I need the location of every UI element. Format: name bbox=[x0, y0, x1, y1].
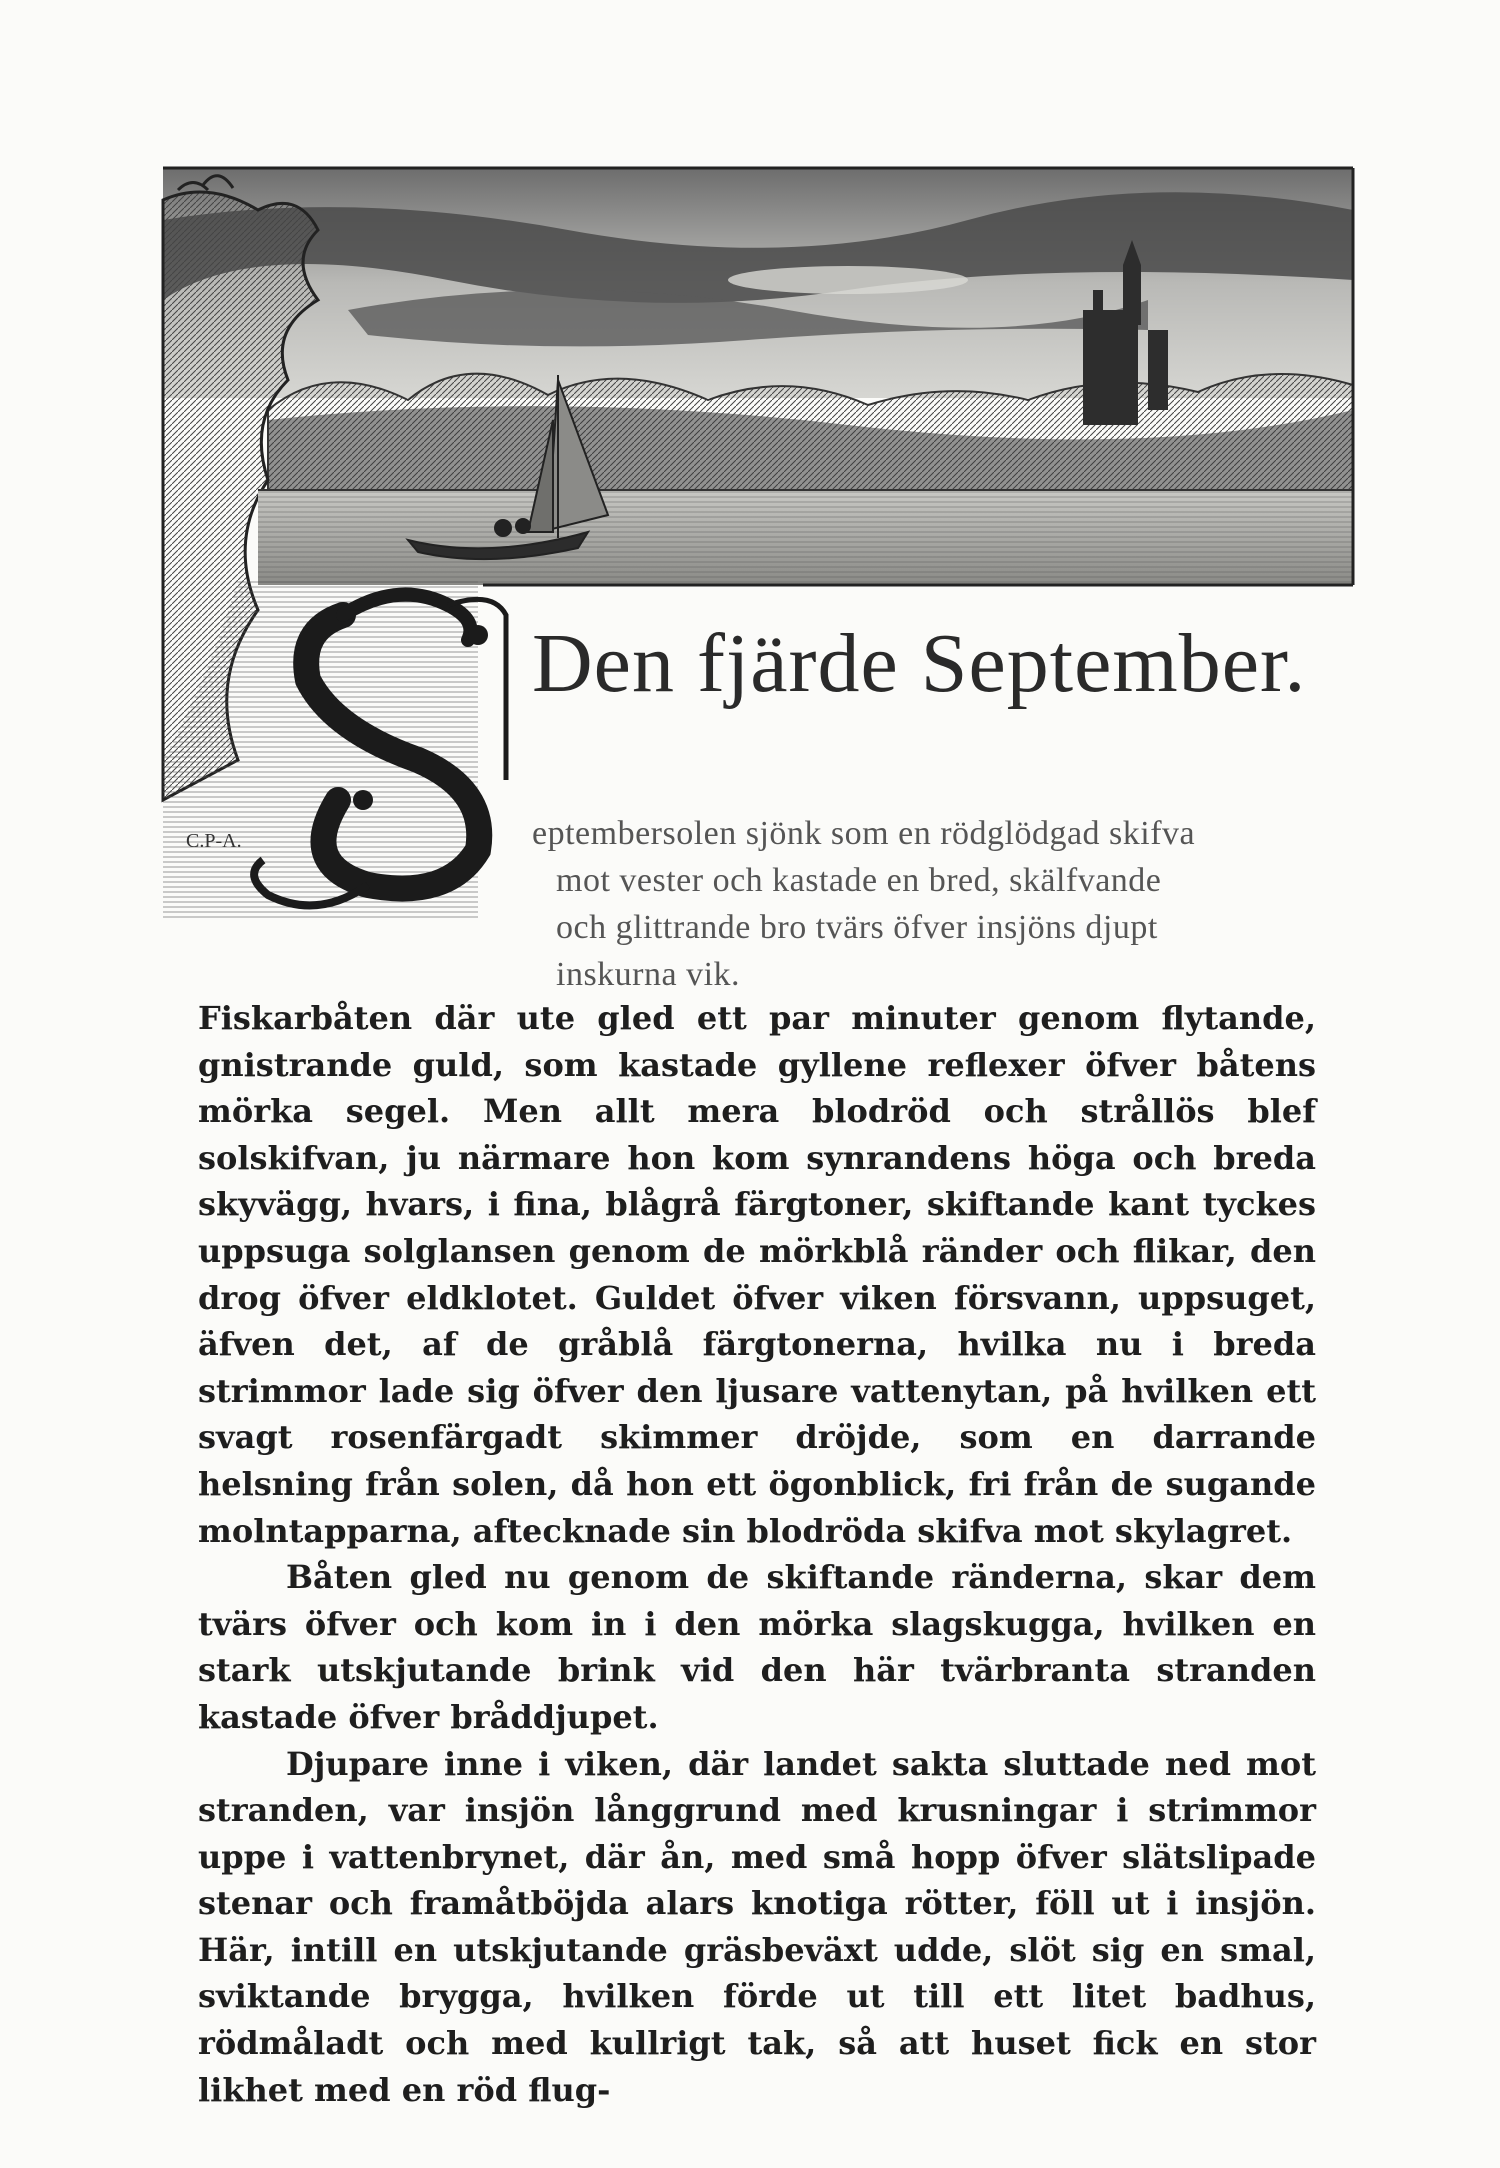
engraving-svg bbox=[148, 160, 1356, 920]
paragraph-3: Djupare inne i viken, där landet sakta sluttade ned mot stranden, var insjön långgrund med krusningar i strimmor uppe i vattenbrynet, där ån, med små hopp öfver slätslipade stenar och framåtböjda alars knotiga rötter, föll ut i insjön. Här, intill en utskjutande gräsbeväxt udde, slöt sig en smal, sviktande brygga, hvilken förde ut till ett litet badhus, rödmåladt och med kullrigt tak, så att huset fick en stor likhet med en röd flug- bbox=[198, 1744, 1316, 2109]
paragraph-2: Båten gled nu genom de skiftande ränderna, skar dem tvärs öfver och kom in i den mörka slagskugga, hvilken en stark utskjutande brink vid den här tvärbranta stranden kastade öfver bråddjupet. bbox=[198, 1558, 1316, 1736]
lake-sunset-illustration bbox=[148, 160, 1356, 920]
artist-signature bbox=[186, 830, 242, 853]
opening-line-1: eptembersolen sjönk som en rödglödgad skifva bbox=[532, 815, 1196, 852]
chapter-title: Den fjärde September. bbox=[532, 617, 1307, 710]
body-text bbox=[198, 995, 1316, 2113]
paragraph-1: Fiskarbåten där ute gled ett par minuter genom flytande, gnistrande guld, som kastade gyllene reflexer öfver båtens mörka segel. Men allt mera blodröd och strållös blef solskifvan, ju närmare hon kom synrandens höga och breda skyvägg, hvars, i fina, blågrå färgtoner, skiftande kant tyckes uppsuga solglansen genom de mörkblå ränder och flikar, den drog öfver eldklotet. Guldet öfver viken försvann, uppsuget, äfven det, af de gråblå färgtonerna, hvilka nu i breda strimmor lade sig öfver den ljusare vattenytan, på hvilken ett svagt rosenfärgadt skimmer dröjde, som en darrande helsning från solen, då hon ett ögonblick, fri från de sugande molntapparna, aftecknade sin blodröda skifva mot skylagret. bbox=[198, 999, 1316, 1550]
signature-text: C.P-A. bbox=[186, 830, 242, 852]
opening-lines bbox=[532, 810, 1332, 998]
opening-line-2: mot vester och kastade en bred, skälfvande bbox=[556, 862, 1162, 899]
opening-line-3: och glittrande bro tvärs öfver insjöns djupt bbox=[556, 909, 1158, 946]
opening-line-4: inskurna vik. bbox=[556, 956, 741, 993]
setting-sun bbox=[728, 266, 968, 294]
